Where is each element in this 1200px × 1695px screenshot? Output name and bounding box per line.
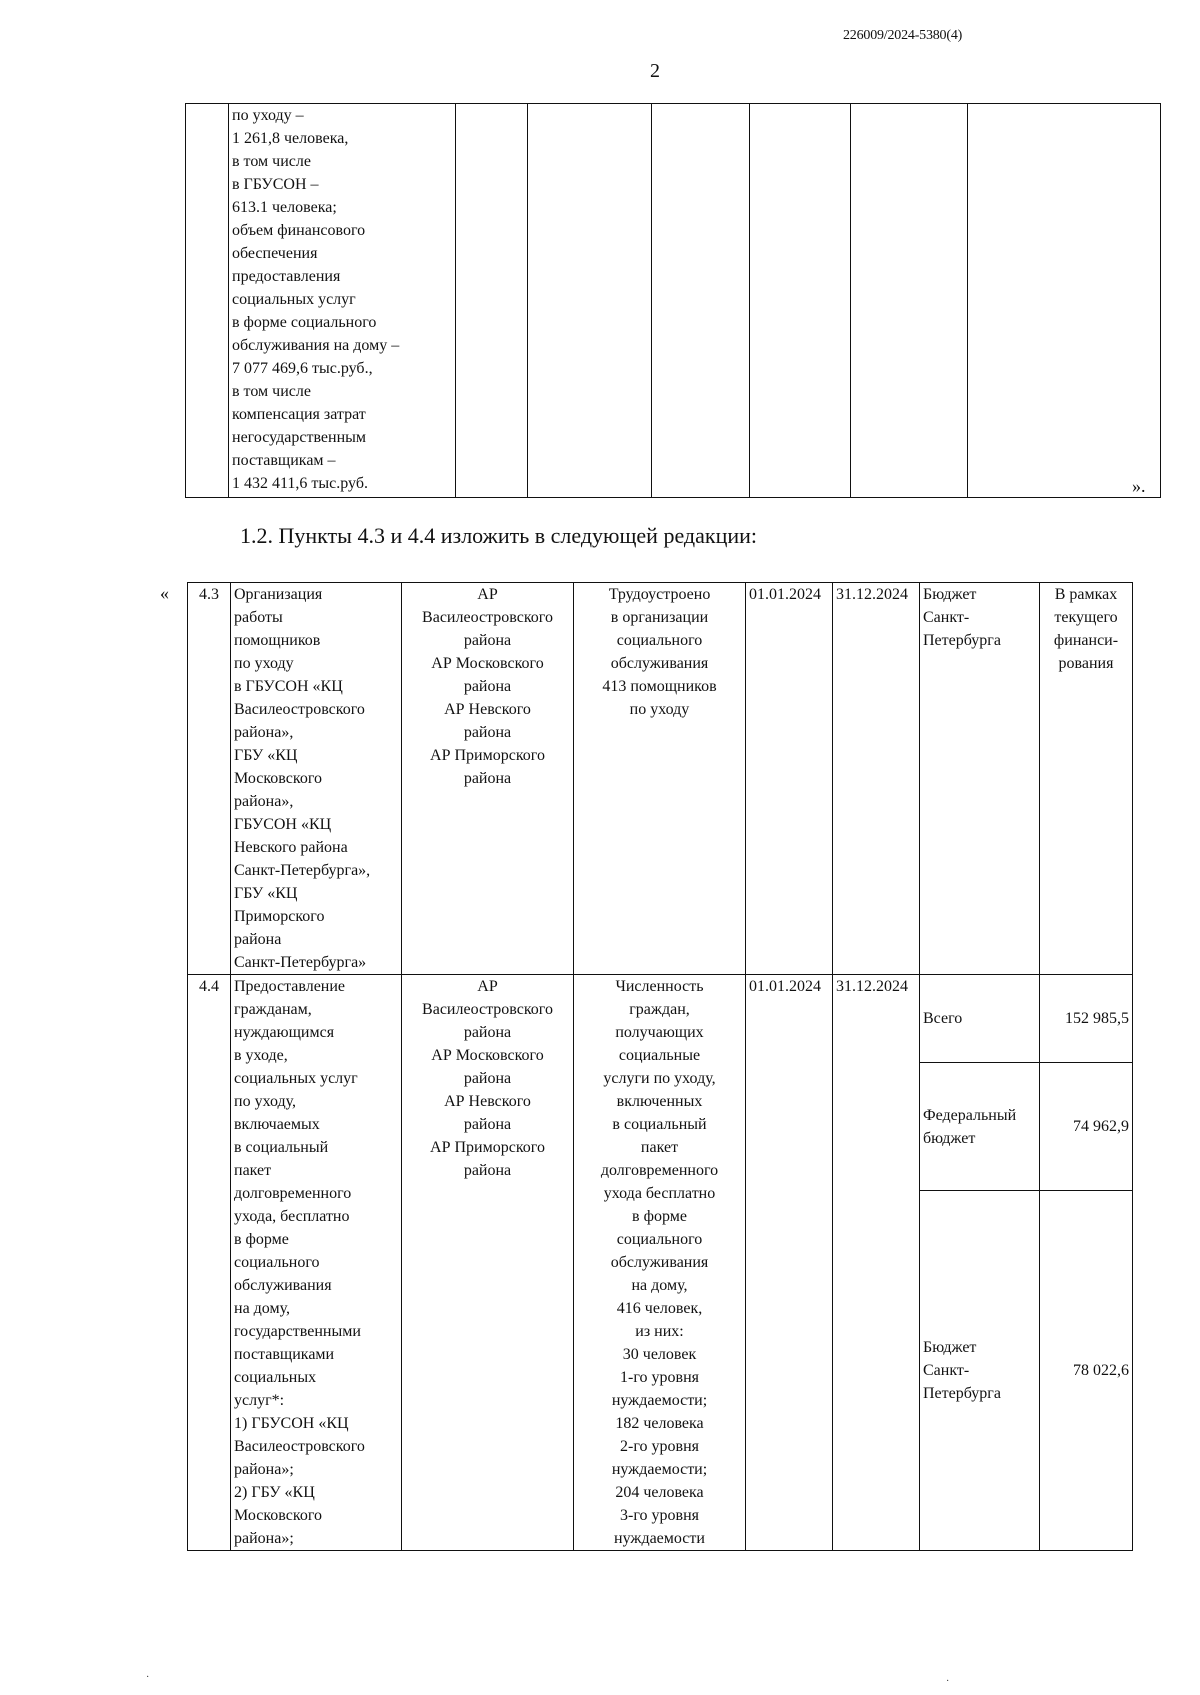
page-number: 2 <box>650 60 660 82</box>
text-line: ухода бесплатно <box>603 1185 716 1202</box>
funding-amount-federal: 74 962,9 <box>1040 1063 1133 1191</box>
text-line: в форме социального <box>232 314 377 331</box>
text-line: ГБУ «КЦ <box>234 747 298 764</box>
text-line: услуги по уходу, <box>603 1070 716 1087</box>
scan-speck: · <box>146 1672 150 1683</box>
text-line: В рамках <box>1054 586 1118 603</box>
text-line: АР Приморского <box>430 1139 545 1156</box>
cell-empty <box>851 104 968 498</box>
text-line: района <box>463 1116 512 1133</box>
text-line: в форме <box>632 1208 687 1225</box>
closing-quote-mark: ». <box>1132 476 1146 496</box>
text-line: района <box>463 1024 512 1041</box>
text-line: Трудоустроено <box>608 586 711 603</box>
text-line: социальных услуг <box>232 291 356 308</box>
text-line: нуждаемости; <box>611 1392 708 1409</box>
text-line: Василеостровского <box>422 609 553 626</box>
text-line: Федеральный <box>923 1106 1017 1124</box>
item-end-date: 31.12.2024 <box>833 975 920 1551</box>
text-line: негосударственным <box>232 429 367 446</box>
item-end-date: 31.12.2024 <box>833 583 920 975</box>
text-line: Бюджет <box>923 586 977 603</box>
text-line: 2-го уровня <box>620 1438 699 1455</box>
text-line: в том числе <box>232 153 311 170</box>
funding-amount-total: 152 985,5 <box>1040 975 1133 1063</box>
text-line: включаемых <box>234 1116 320 1133</box>
text-line: на дому, <box>631 1277 688 1294</box>
text-line: социального <box>234 1254 320 1271</box>
text-line: 3-го уровня <box>620 1507 699 1524</box>
text-line: Московского <box>234 770 322 787</box>
text-line: финанси- <box>1053 632 1119 649</box>
item-number: 4.4 <box>188 975 231 1551</box>
text-line: нуждаемости; <box>611 1461 708 1478</box>
text-line: АР <box>477 978 498 995</box>
text-line: Организация <box>234 586 323 603</box>
text-line: на дому, <box>234 1300 291 1317</box>
text-line: по уходу – <box>232 107 304 124</box>
text-line: по уходу <box>234 655 294 672</box>
document-registration-number: 226009/2024-5380(4) <box>843 28 963 43</box>
text-line: АР Приморского <box>430 747 545 764</box>
text-line: граждан, <box>629 1001 690 1018</box>
text-line: 613.1 человека; <box>232 199 337 216</box>
item-number: 4.3 <box>188 583 231 975</box>
item-name <box>231 583 402 975</box>
text-line: включенных <box>616 1093 703 1110</box>
text-line: рования <box>1058 655 1114 672</box>
text-line: социальные <box>618 1047 701 1064</box>
text-line: Санкт- <box>923 609 970 626</box>
item-start-date: 01.01.2024 <box>746 583 833 975</box>
text-line: социальных <box>234 1369 317 1386</box>
text-line: Численность <box>615 978 704 995</box>
text-line: 416 человек, <box>616 1300 703 1317</box>
text-line: 204 человека <box>615 1484 704 1501</box>
text-line: компенсация затрат <box>232 406 366 423</box>
continuation-table <box>185 103 1161 498</box>
continuation-row <box>186 104 1161 498</box>
text-line: района <box>463 632 512 649</box>
text-line: Московского <box>234 1507 322 1524</box>
text-line: АР Невского <box>444 1093 531 1110</box>
text-line: в том числе <box>232 383 311 400</box>
text-line: в организации <box>610 609 709 626</box>
text-line: ухода, бесплатно <box>234 1208 350 1225</box>
cell-indicator-text <box>229 104 456 498</box>
text-lines <box>577 583 742 721</box>
text-line: 1 432 411,6 тыс.руб. <box>232 475 368 492</box>
text-lines <box>923 583 1036 652</box>
item-row-4-3 <box>188 583 1133 975</box>
text-lines <box>405 583 570 790</box>
text-line: Невского района <box>234 839 348 856</box>
text-lines <box>923 1336 1036 1405</box>
text-lines <box>234 583 398 974</box>
text-line: района <box>463 724 512 741</box>
text-line: из них: <box>635 1323 684 1340</box>
cell-empty <box>456 104 528 498</box>
text-line: 7 077 469,6 тыс.руб., <box>232 360 373 377</box>
text-line: АР Невского <box>444 701 531 718</box>
text-line: Василеостровского <box>234 701 365 718</box>
text-line: района <box>463 1070 512 1087</box>
text-line: АР Московского <box>431 655 544 672</box>
cell-empty <box>750 104 851 498</box>
text-lines <box>923 1007 1036 1030</box>
scan-speck: · <box>946 1676 950 1687</box>
text-line: района <box>463 770 512 787</box>
text-line: 30 человек <box>622 1346 697 1363</box>
text-line: обслуживания <box>610 655 709 672</box>
text-line: Василеостровского <box>422 1001 553 1018</box>
text-line: поставщиками <box>234 1346 335 1363</box>
text-line: в форме <box>234 1231 289 1248</box>
text-line: в уходе, <box>234 1047 288 1064</box>
text-line: в социальный <box>612 1116 707 1133</box>
item-funding-source <box>920 583 1040 975</box>
section-heading: 1.2. Пункты 4.3 и 4.4 изложить в следующей редакции: <box>240 523 758 548</box>
text-line: 1 261,8 человека, <box>232 130 349 147</box>
text-line: Санкт-Петербурга», <box>234 862 371 879</box>
text-line: долговременного <box>600 1162 719 1179</box>
text-line: государственными <box>234 1323 361 1340</box>
text-line: пакет <box>640 1139 679 1156</box>
text-line: социальных услуг <box>234 1070 358 1087</box>
funding-amount-city-budget: 78 022,6 <box>1040 1191 1133 1551</box>
text-line: района», <box>234 793 294 810</box>
text-line: в социальный <box>234 1139 329 1156</box>
text-line: услуг*: <box>234 1392 285 1409</box>
text-line: бюджет <box>923 1129 976 1147</box>
text-line: 182 человека <box>615 1415 704 1432</box>
text-line: ГБУ «КЦ <box>234 885 298 902</box>
text-line: Василеостровского <box>234 1438 365 1455</box>
text-line: АР Московского <box>431 1047 544 1064</box>
text-line: предоставления <box>232 268 341 285</box>
text-line: получающих <box>615 1024 704 1041</box>
item-executor <box>402 975 574 1551</box>
funding-source-city-budget <box>920 1191 1040 1551</box>
text-line: по уходу, <box>234 1093 297 1110</box>
item-start-date: 01.01.2024 <box>746 975 833 1551</box>
text-line: Петербурга <box>923 1385 1001 1402</box>
text-line: нуждающимся <box>234 1024 335 1041</box>
text-line: обеспечения <box>232 245 318 262</box>
text-lines <box>1043 583 1129 675</box>
opening-quote-mark: « <box>160 583 169 603</box>
cell-number-empty <box>186 104 229 498</box>
text-line: по уходу <box>629 701 690 718</box>
cell-empty <box>652 104 750 498</box>
text-line: работы <box>234 609 283 626</box>
item-executor <box>402 583 574 975</box>
text-line: района»; <box>234 1530 294 1547</box>
text-line: долговременного <box>234 1185 352 1202</box>
text-line: района»; <box>234 1461 294 1478</box>
text-line: 1-го уровня <box>620 1369 699 1386</box>
text-line: помощников <box>234 632 321 649</box>
text-line: социального <box>616 632 703 649</box>
text-line: социального <box>616 1231 703 1248</box>
item-result <box>574 975 746 1551</box>
text-lines <box>234 975 398 1550</box>
text-line: Бюджет <box>923 1339 977 1356</box>
text-line: обслуживания <box>234 1277 332 1294</box>
text-line: обслуживания на дому – <box>232 337 400 354</box>
text-line: в ГБУСОН – <box>232 176 319 193</box>
text-line: 1) ГБУСОН «КЦ <box>234 1415 349 1432</box>
text-line: ГБУСОН «КЦ <box>234 816 332 833</box>
item-result <box>574 583 746 975</box>
text-line: Петербурга <box>923 632 1001 649</box>
text-line: в ГБУСОН «КЦ <box>234 678 343 695</box>
item-funding-amount <box>1040 583 1133 975</box>
text-line: текущего <box>1054 609 1118 626</box>
funding-source-total <box>920 975 1040 1063</box>
item-name <box>231 975 402 1551</box>
text-line: гражданам, <box>234 1001 312 1018</box>
text-line: Предоставление <box>234 978 346 995</box>
text-line: Санкт-Петербурга» <box>234 954 367 971</box>
text-lines <box>577 975 742 1550</box>
text-lines <box>923 1104 1036 1150</box>
text-line: нуждаемости <box>614 1530 705 1547</box>
cell-empty <box>528 104 652 498</box>
text-line: поставщикам – <box>232 452 336 469</box>
text-line: 413 помощников <box>602 678 717 695</box>
item-row-4-4 <box>188 975 1133 1063</box>
text-line: объем финансового <box>232 222 366 239</box>
text-line: 2) ГБУ «КЦ <box>234 1484 315 1501</box>
text-line: Всего <box>923 1010 963 1027</box>
text-line: района <box>234 931 282 948</box>
text-line: района <box>463 678 512 695</box>
text-line: района», <box>234 724 294 741</box>
text-line: обслуживания <box>610 1254 709 1271</box>
text-line: Приморского <box>234 908 325 925</box>
text-lines <box>405 975 570 1182</box>
cell-empty <box>968 104 1161 498</box>
text-line: АР <box>477 586 498 603</box>
items-table <box>187 582 1133 1551</box>
text-line: пакет <box>234 1162 272 1179</box>
text-line: района <box>463 1162 512 1179</box>
funding-source-federal <box>920 1063 1040 1191</box>
text-line: Санкт- <box>923 1362 970 1379</box>
